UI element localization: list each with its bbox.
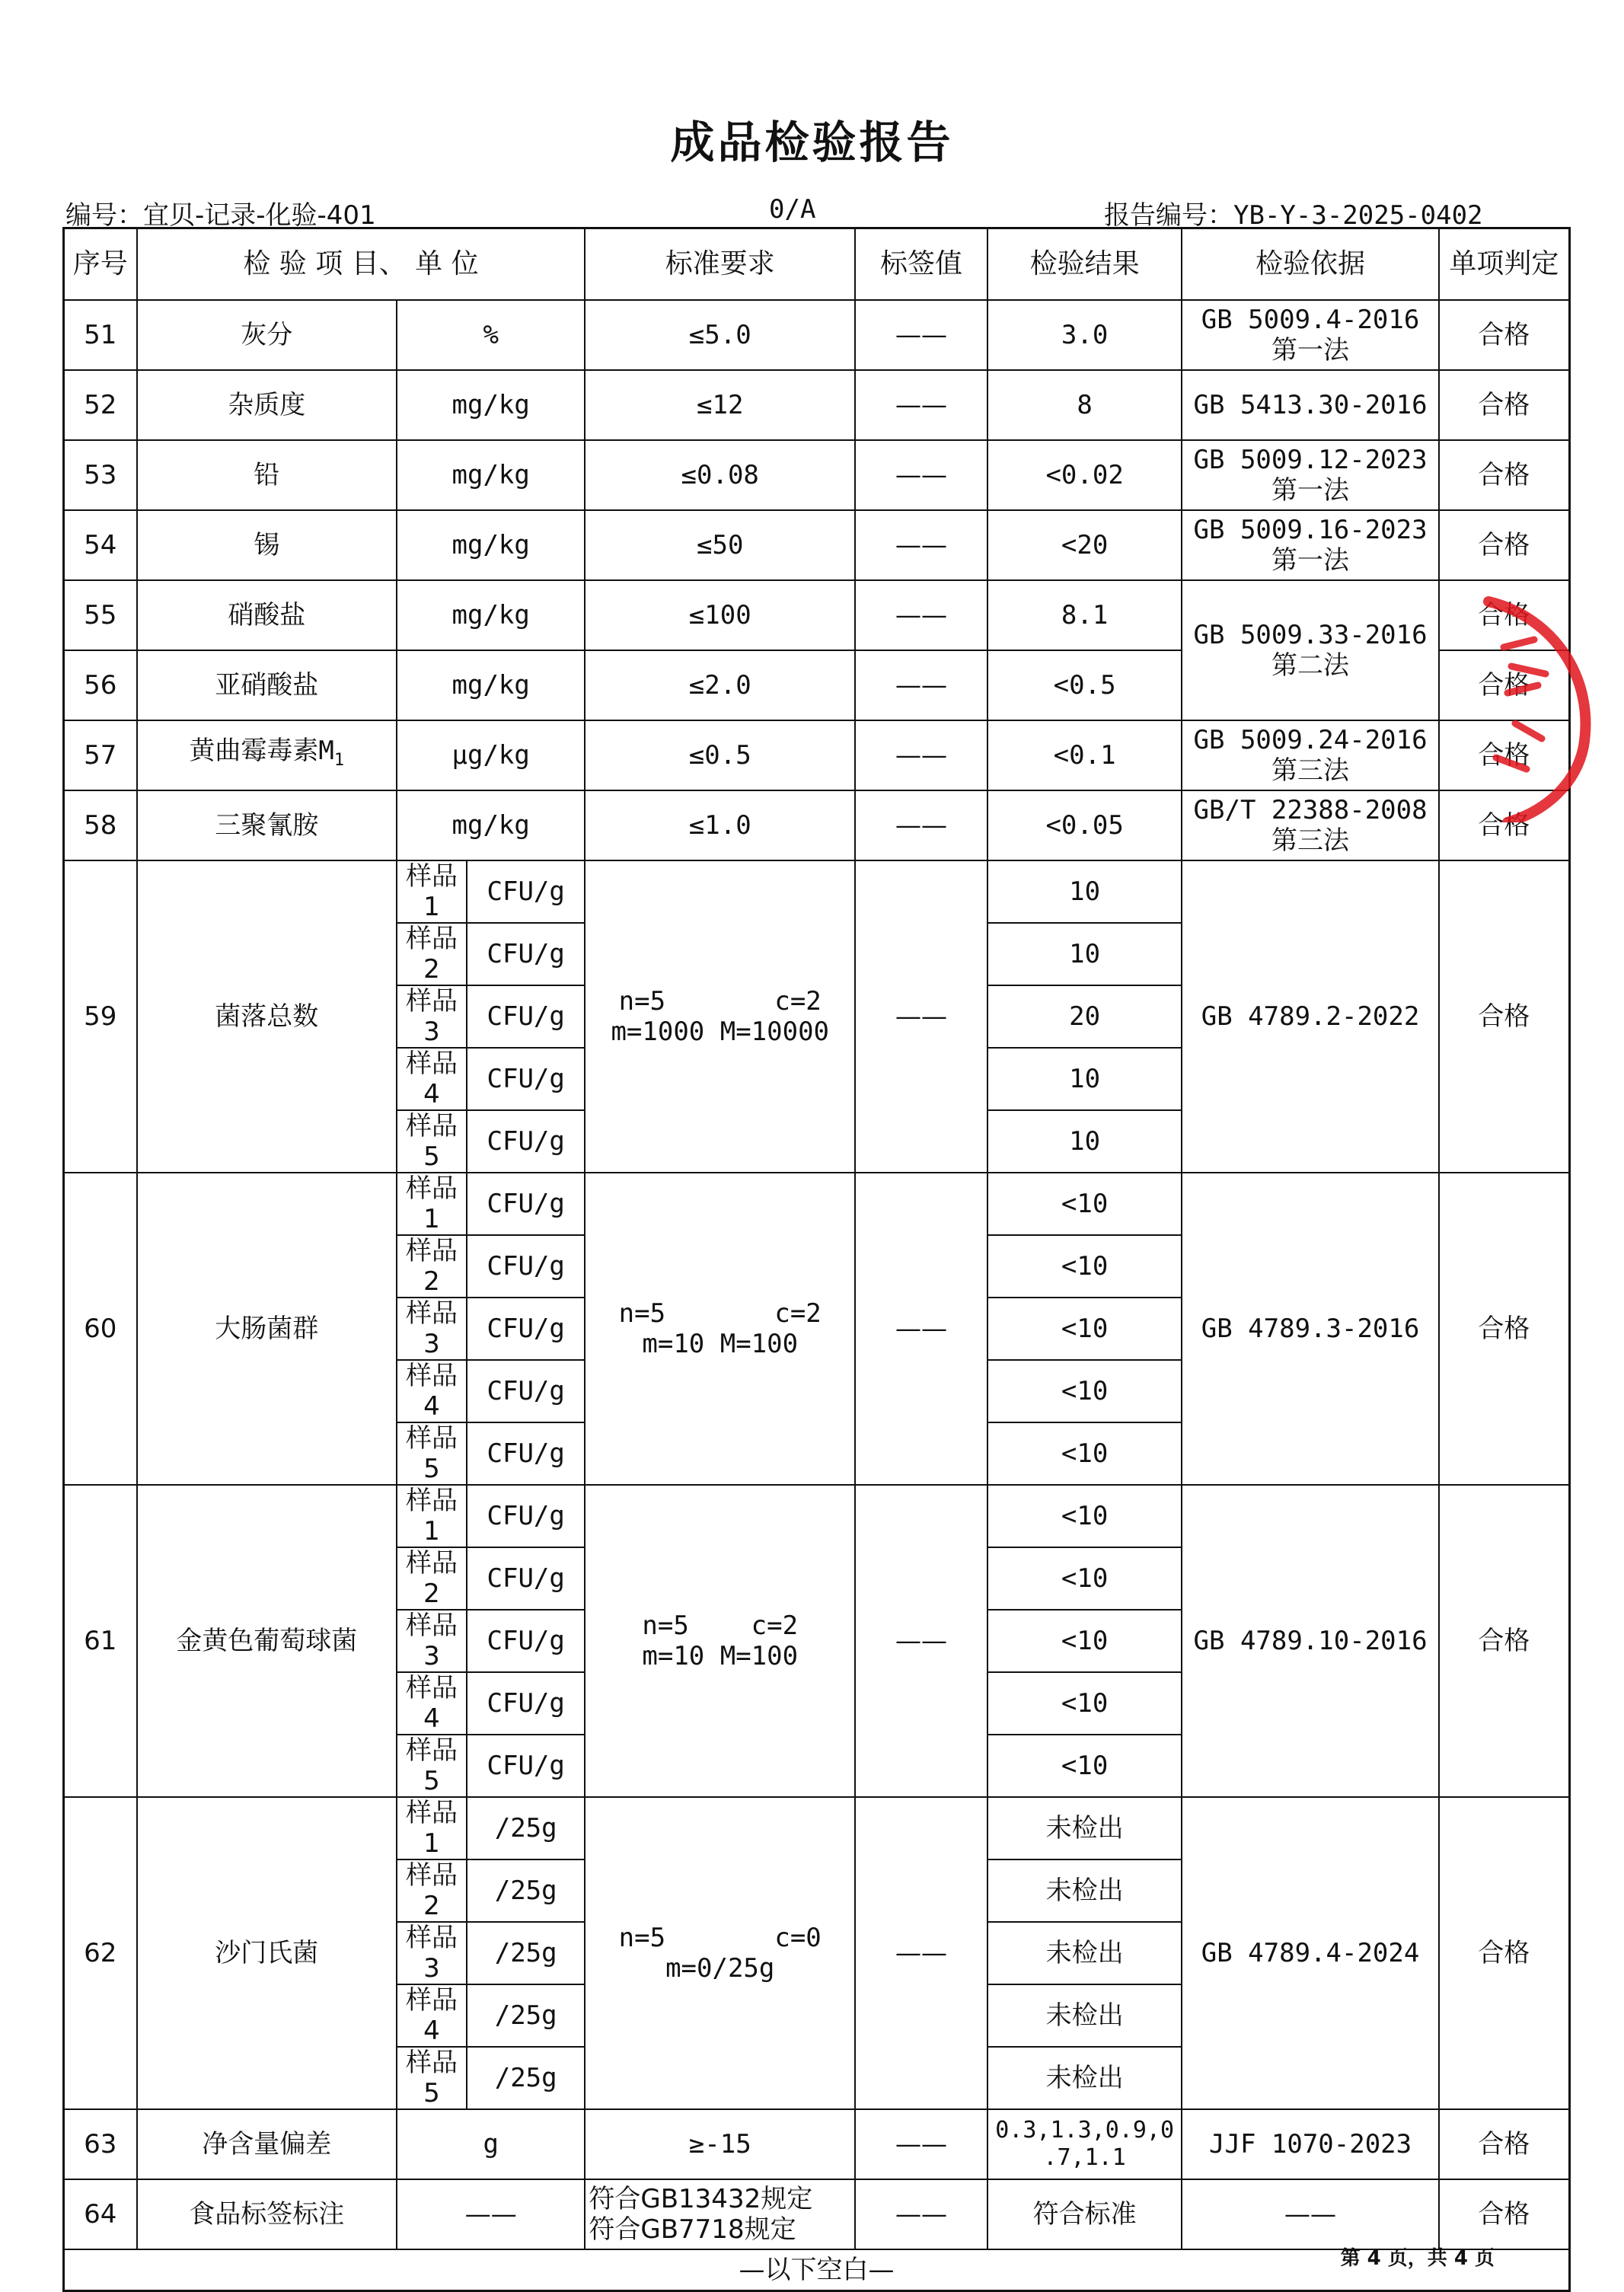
table-row: 61 金黄色葡萄球菌 样品1 CFU/g n=5 c=2 m=10 M=100 —— <10 GB 4789.10-2016 合格 <box>64 1485 1570 1547</box>
table-row: 样品5 CFU/g 10 <box>64 1110 1570 1173</box>
table-row: 样品3 CFU/g <10 <box>64 1298 1570 1360</box>
blank-note: —以下空白— <box>64 2249 1570 2291</box>
table-row: 样品5 CFU/g <10 <box>64 1422 1570 1485</box>
table-row: 样品2 CFU/g <10 <box>64 1547 1570 1610</box>
table-row: 52 杂质度 mg/kg ≤12 —— 8 GB 5413.30-2016 合格 <box>64 370 1570 440</box>
inspection-table <box>62 227 1571 2292</box>
table-row: 样品3 /25g 未检出 <box>64 1922 1570 1984</box>
table-row: 53 铅 mg/kg ≤0.08 —— <0.02 GB 5009.12-2023 第一法 合格 <box>64 440 1570 510</box>
table-row: 51 灰分 % ≤5.0 —— 3.0 GB 5009.4-2016 第一法 合格 <box>64 300 1570 370</box>
col-standard: 标准要求 <box>585 228 855 301</box>
table-row: 样品2 CFU/g 10 <box>64 923 1570 985</box>
seal-inner-mark <box>1496 640 1546 769</box>
report-title: 成品检验报告 <box>670 117 954 168</box>
doc-number: 编号：宜贝-记录-化验-401 <box>65 200 376 231</box>
col-item: 检 验 项 目、 单 位 <box>137 228 585 301</box>
col-basis: 检验依据 <box>1182 228 1438 301</box>
table-row: 54 锡 mg/kg ≤50 —— <20 GB 5009.16-2023 第一法 合格 <box>64 510 1570 580</box>
table-row: 60 大肠菌群 样品1 CFU/g n=5 c=2 m=10 M=100 —— <10 GB 4789.3-2016 合格 <box>64 1173 1570 1235</box>
table-row: 样品5 CFU/g <10 <box>64 1735 1570 1797</box>
table-row: 样品2 CFU/g <10 <box>64 1235 1570 1298</box>
table-row: 58 三聚氰胺 mg/kg ≤1.0 —— <0.05 GB/T 22388-2008 第三法 合格 <box>64 790 1570 860</box>
col-result: 检验结果 <box>987 228 1182 301</box>
table-row: 59 菌落总数 样品1 CFU/g n=5 c=2 m=1000 M=10000 —— 10 GB 4789.2-2022 合格 <box>64 860 1570 923</box>
table-row: 63 净含量偏差 g ≥-15 —— 0.3,1.3,0.9,0 .7,1.1 JJF 1070-2023 合格 <box>64 2109 1570 2179</box>
micro-section <box>64 860 1570 2109</box>
table-row: 样品4 /25g 未检出 <box>64 1984 1570 2047</box>
col-judge: 单项判定 <box>1439 228 1570 301</box>
table-row: 56 亚硝酸盐 mg/kg ≤2.0 —— <0.5 合格 <box>64 650 1570 720</box>
table-row: 样品3 CFU/g 20 <box>64 985 1570 1048</box>
doc-version: 0/A <box>769 194 816 225</box>
table-header <box>64 228 1570 301</box>
table-row: 样品4 CFU/g <10 <box>64 1672 1570 1735</box>
col-no: 序号 <box>64 228 137 301</box>
col-label: 标签值 <box>855 228 987 301</box>
table-row: 55 硝酸盐 mg/kg ≤100 —— 8.1 GB 5009.33-2016 第二法 合格 <box>64 580 1570 650</box>
official-seal-stamp <box>1462 594 1624 822</box>
table-row: 样品4 CFU/g 10 <box>64 1048 1570 1110</box>
table-row: 62 沙门氏菌 样品1 /25g n=5 c=0 m=0/25g —— 未检出 GB 4789.4-2024 合格 <box>64 1797 1570 1859</box>
table-row: 64 食品标签标注 —— 符合GB13432规定 符合GB7718规定 —— 符合标准 —— 合格 <box>64 2179 1570 2249</box>
page-footer: 第 4 页，共 4 页 <box>1340 2247 1495 2270</box>
table-row: 样品5 /25g 未检出 <box>64 2047 1570 2109</box>
report-number: 报告编号：YB-Y-3-2025-0402 <box>1104 200 1483 231</box>
table-row: 样品4 CFU/g <10 <box>64 1360 1570 1422</box>
seal-arc <box>1488 602 1585 822</box>
table-row: 样品3 CFU/g <10 <box>64 1610 1570 1672</box>
table-row: 57 黄曲霉毒素$M_1$ μg/kg ≤0.5 —— <0.1 GB 5009.24-2016 第三法 合格 <box>64 720 1570 790</box>
table-row: 样品2 /25g 未检出 <box>64 1859 1570 1922</box>
